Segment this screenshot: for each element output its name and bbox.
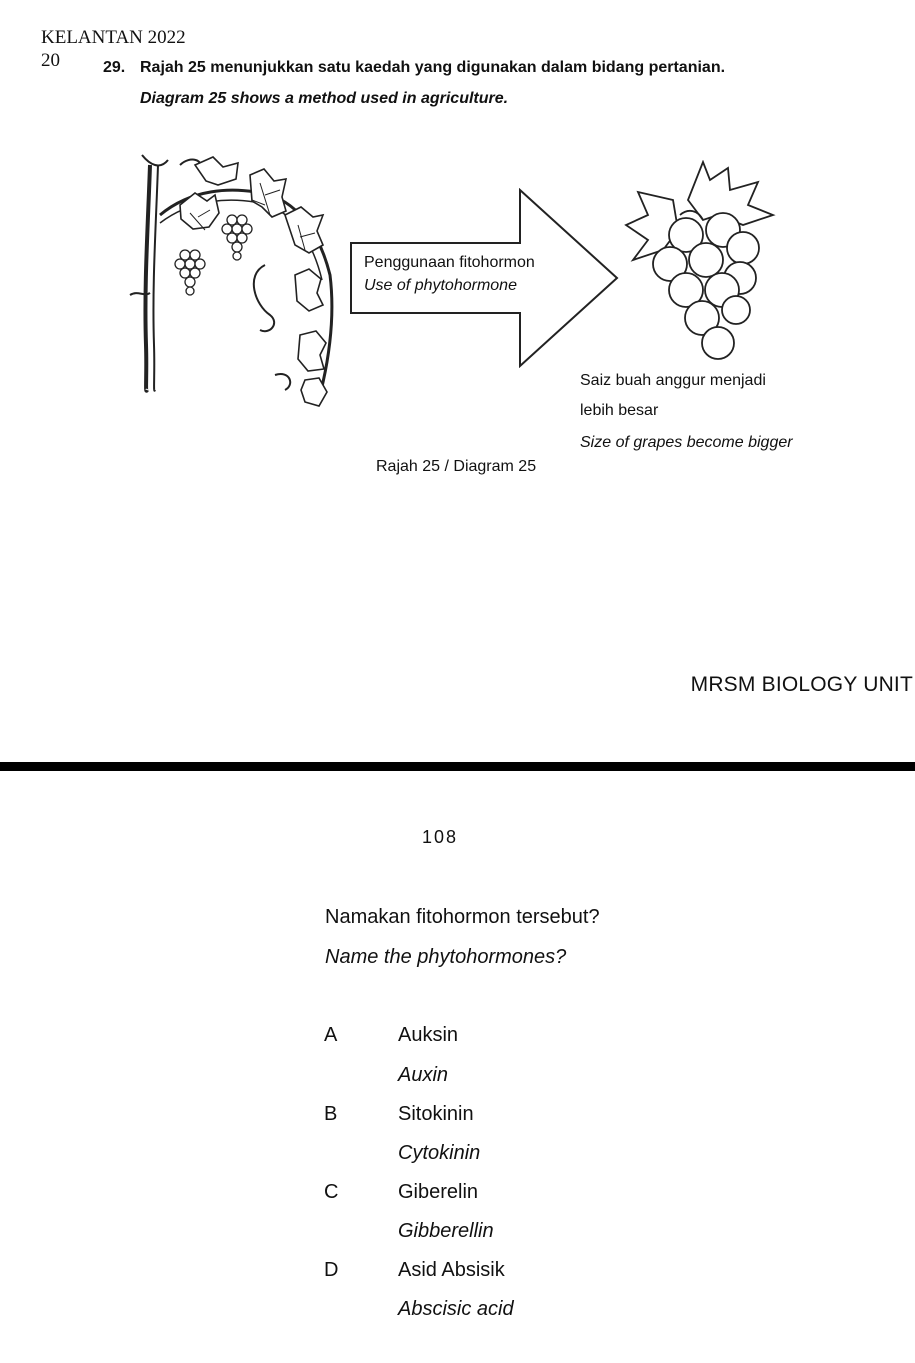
- arrow-label-malay: Penggunaan fitohormon: [364, 254, 535, 271]
- question-text-english: Diagram 25 shows a method used in agriculture.: [140, 90, 509, 107]
- exam-label: KELANTAN 2022: [41, 27, 186, 48]
- question-number: 29.: [103, 59, 126, 76]
- option-text-english: Abscisic acid: [398, 1298, 514, 1320]
- option-text-malay: Giberelin: [398, 1181, 479, 1203]
- option-text-malay: Auksin: [398, 1024, 459, 1046]
- prompt-english: Name the phytohormones?: [325, 946, 567, 968]
- option-text-malay: Sitokinin: [398, 1103, 474, 1125]
- page-divider: [0, 762, 915, 771]
- question-text-malay: Rajah 25 menunjukkan satu kaedah yang digunakan dalam bidang pertanian.: [140, 59, 726, 76]
- option-text-malay: Asid Absisik: [398, 1259, 505, 1281]
- option-letter: C: [324, 1181, 339, 1203]
- option-text-english: Cytokinin: [398, 1142, 481, 1164]
- diagram-caption: Rajah 25 / Diagram 25: [376, 458, 537, 475]
- option-text-english: Auxin: [398, 1064, 449, 1086]
- option-text-english: Gibberellin: [398, 1220, 494, 1242]
- result-text-malay-line1: Saiz buah anggur menjadi: [580, 372, 766, 389]
- arrow-label-english: Use of phytohormone: [364, 277, 517, 294]
- option-letter: D: [324, 1259, 339, 1281]
- result-text-malay-line2: lebih besar: [580, 402, 659, 419]
- option-letter: B: [324, 1103, 338, 1125]
- result-text-english: Size of grapes become bigger: [580, 434, 793, 451]
- large-grapes-illustration: [618, 160, 778, 365]
- footer-unit-label: MRSM BIOLOGY UNIT: [690, 673, 913, 696]
- page-number: 20: [41, 50, 60, 71]
- grapevine-illustration: [120, 145, 350, 435]
- second-page-number: 108: [422, 827, 459, 847]
- option-letter: A: [324, 1024, 338, 1046]
- prompt-malay: Namakan fitohormon tersebut?: [325, 906, 600, 928]
